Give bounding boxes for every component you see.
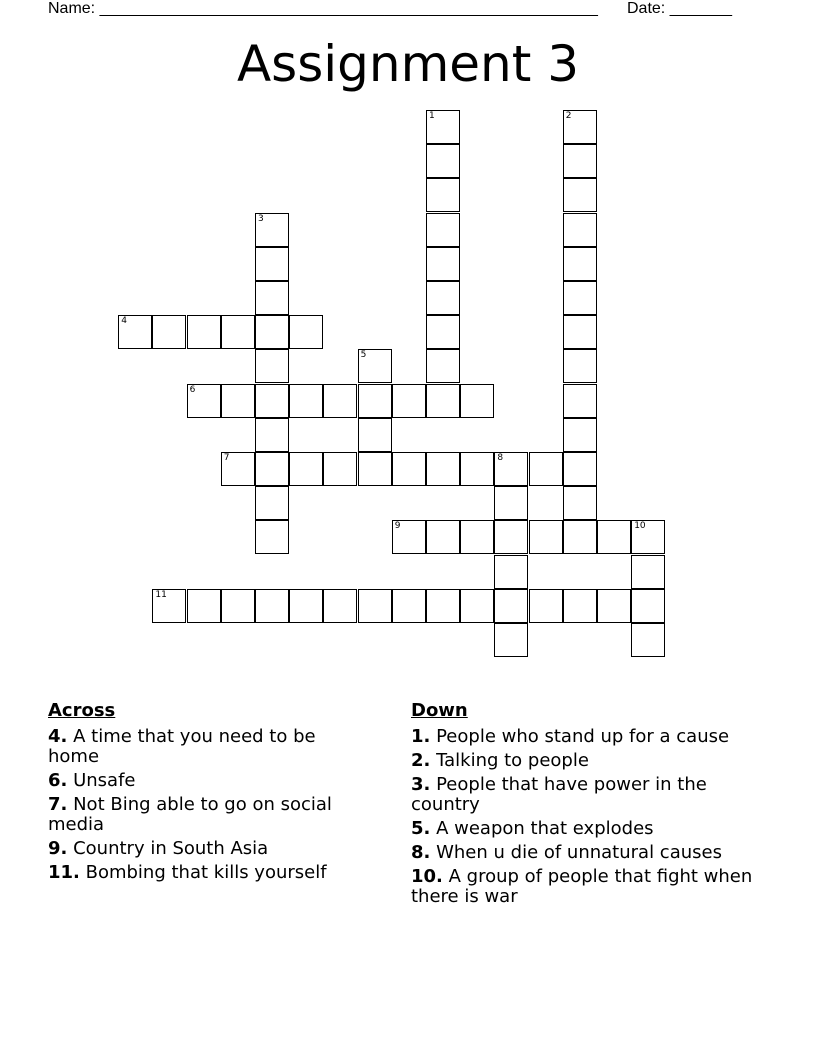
grid-cell[interactable] — [187, 589, 221, 623]
grid-cell[interactable] — [255, 315, 289, 349]
grid-cell[interactable] — [323, 384, 357, 418]
grid-cell[interactable] — [358, 589, 392, 623]
grid-cell[interactable] — [460, 520, 494, 554]
clue-text: People who stand up for a cause — [430, 726, 730, 747]
grid-cell[interactable] — [255, 384, 289, 418]
grid-cell[interactable] — [255, 452, 289, 486]
clue-number: 8. — [411, 842, 431, 863]
grid-cell[interactable] — [529, 589, 563, 623]
grid-cell[interactable] — [221, 384, 255, 418]
cell-number: 8 — [497, 453, 504, 463]
clue-number: 6. — [48, 770, 68, 791]
down-clues — [411, 701, 756, 911]
clue-across-11 — [48, 863, 368, 883]
grid-cell[interactable] — [563, 589, 597, 623]
cell-number: 1 — [429, 111, 435, 121]
grid-cell[interactable] — [426, 247, 460, 281]
grid-cell[interactable] — [631, 589, 665, 623]
grid-cell[interactable] — [221, 315, 255, 349]
clue-text: A group of people that fight when there is war — [411, 866, 753, 907]
across-heading: Across — [48, 700, 116, 721]
date-field[interactable]: Date: _______ — [627, 0, 732, 17]
grid-cell[interactable] — [494, 486, 528, 520]
grid-cell[interactable] — [426, 520, 460, 554]
clue-number: 9. — [48, 838, 68, 859]
clue-text: A time that you need to be home — [48, 726, 316, 767]
cell-number: 10 — [634, 521, 646, 532]
grid-cell[interactable] — [255, 520, 289, 554]
grid-cell[interactable] — [563, 315, 597, 349]
clue-number: 1. — [411, 726, 431, 747]
clue-down-10 — [411, 867, 756, 907]
grid-cell[interactable] — [494, 555, 528, 589]
clue-number: 2. — [411, 750, 431, 771]
grid-cell[interactable] — [392, 589, 426, 623]
grid-cell[interactable] — [631, 623, 665, 657]
clue-number: 3. — [411, 774, 431, 795]
grid-cell[interactable] — [563, 486, 597, 520]
grid-cell[interactable] — [426, 315, 460, 349]
grid-cell[interactable] — [460, 589, 494, 623]
grid-cell[interactable] — [255, 589, 289, 623]
clue-down-3 — [411, 775, 756, 815]
clue-across-4 — [48, 727, 368, 767]
grid-cell[interactable] — [255, 418, 289, 452]
cell-number: 7 — [223, 453, 230, 463]
cell-number: 4 — [121, 316, 127, 327]
grid-cell[interactable] — [426, 213, 460, 247]
clue-number: 7. — [48, 794, 68, 815]
grid-cell[interactable] — [597, 589, 631, 623]
grid-cell[interactable] — [289, 452, 323, 486]
grid-cell[interactable] — [597, 520, 631, 554]
grid-cell[interactable] — [631, 520, 665, 554]
grid-cell[interactable] — [323, 452, 357, 486]
grid-cell[interactable] — [289, 384, 323, 418]
clue-down-2 — [411, 751, 756, 771]
clue-number: 4. — [48, 726, 68, 747]
cell-number: 5 — [360, 350, 367, 361]
grid-cell[interactable] — [494, 520, 528, 554]
page-title: Assignment 3 — [236, 35, 580, 93]
grid-cell[interactable] — [358, 384, 392, 418]
name-field[interactable]: Name: ________________________________________________________ — [48, 0, 598, 17]
clue-text: Talking to people — [430, 750, 589, 771]
grid-cell[interactable] — [255, 281, 289, 315]
grid-cell[interactable] — [426, 452, 460, 486]
grid-cell[interactable] — [563, 178, 597, 212]
across-clues — [48, 701, 368, 887]
clue-number: 10. — [411, 866, 443, 887]
grid-cell[interactable] — [358, 418, 392, 452]
grid-cell[interactable] — [289, 589, 323, 623]
grid-cell[interactable] — [460, 384, 494, 418]
clue-text: Bombing that kills yourself — [79, 862, 327, 883]
grid-cell[interactable] — [358, 452, 392, 486]
grid-cell[interactable] — [187, 384, 221, 418]
grid-cell[interactable] — [255, 213, 289, 247]
clue-number: 5. — [411, 818, 431, 839]
grid-cell[interactable] — [494, 452, 528, 486]
grid-cell[interactable] — [358, 349, 392, 383]
clue-down-1 — [411, 727, 756, 747]
grid-cell[interactable] — [563, 144, 597, 178]
grid-cell[interactable] — [426, 110, 460, 144]
clue-text: A weapon that explodes — [430, 818, 654, 839]
grid-cell[interactable] — [392, 384, 426, 418]
clue-text: When u die of unnatural causes — [430, 842, 722, 863]
grid-cell[interactable] — [152, 315, 186, 349]
cell-number: 3 — [258, 213, 264, 224]
clue-across-9 — [48, 839, 368, 859]
grid-cell[interactable] — [392, 520, 426, 554]
grid-cell[interactable] — [426, 349, 460, 383]
grid-cell[interactable] — [494, 623, 528, 657]
grid-cell[interactable] — [426, 144, 460, 178]
grid-cell[interactable] — [187, 315, 221, 349]
grid-cell[interactable] — [494, 589, 528, 623]
grid-cell[interactable] — [563, 247, 597, 281]
grid-cell[interactable] — [255, 247, 289, 281]
clue-across-6 — [48, 771, 368, 791]
grid-cell[interactable] — [460, 452, 494, 486]
clue-across-7 — [48, 795, 368, 835]
grid-cell[interactable] — [631, 555, 665, 589]
grid-cell[interactable] — [563, 452, 597, 486]
cell-number: 9 — [394, 521, 401, 532]
grid-cell[interactable] — [563, 213, 597, 247]
grid-cell[interactable] — [392, 452, 426, 486]
clue-down-5 — [411, 819, 756, 839]
clue-text: Not Bing able to go on social media — [48, 794, 332, 835]
grid-cell[interactable] — [426, 384, 460, 418]
grid-cell[interactable] — [529, 520, 563, 554]
grid-cell[interactable] — [563, 281, 597, 315]
clue-text: People that have power in the country — [411, 774, 707, 815]
grid-cell[interactable] — [563, 349, 597, 383]
grid-cell[interactable] — [255, 486, 289, 520]
down-heading: Down — [411, 700, 468, 721]
grid-cell[interactable] — [152, 589, 186, 623]
cell-number: 11 — [155, 589, 167, 600]
grid-cell[interactable] — [426, 589, 460, 623]
cell-number: 2 — [565, 111, 572, 121]
clue-down-8 — [411, 843, 756, 863]
grid-cell[interactable] — [529, 452, 563, 486]
clue-number: 11. — [48, 862, 80, 883]
cell-number: 6 — [189, 384, 196, 395]
grid-cell[interactable] — [563, 110, 597, 144]
clue-text: Country in South Asia — [67, 838, 269, 859]
grid-cell[interactable] — [289, 315, 323, 349]
grid-cell[interactable] — [118, 315, 152, 349]
grid-cell[interactable] — [563, 384, 597, 418]
grid-cell[interactable] — [563, 520, 597, 554]
clue-text: Unsafe — [67, 770, 136, 791]
grid-cell[interactable] — [563, 418, 597, 452]
grid-cell[interactable] — [426, 178, 460, 212]
grid-cell[interactable] — [323, 589, 357, 623]
grid-cell[interactable] — [426, 281, 460, 315]
grid-cell[interactable] — [221, 589, 255, 623]
grid-cell[interactable] — [221, 452, 255, 486]
grid-cell[interactable] — [255, 349, 289, 383]
